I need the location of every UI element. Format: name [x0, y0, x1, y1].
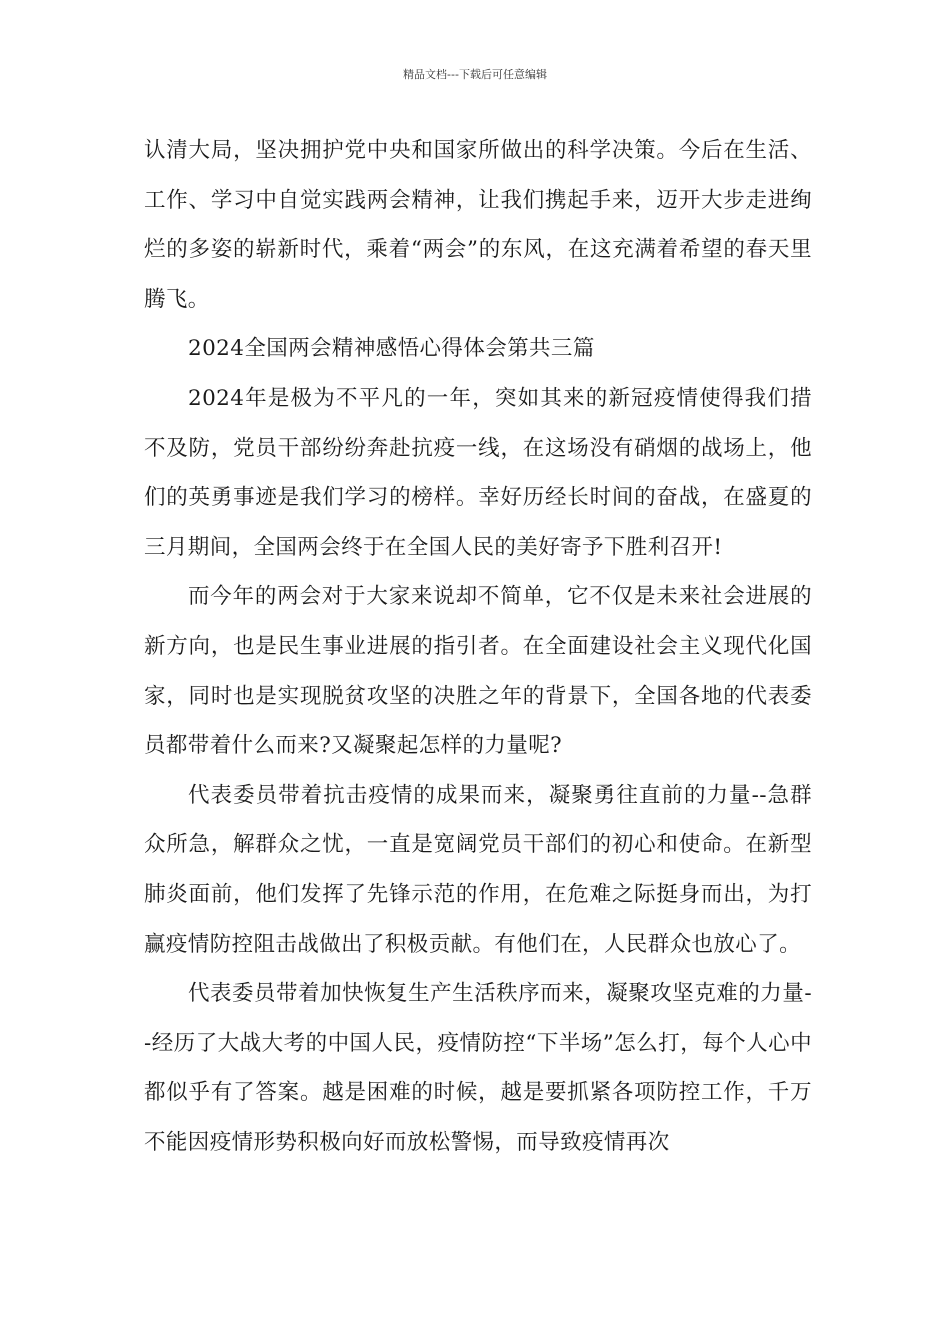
- section-title: 2024全国两会精神感悟心得体会第共三篇: [188, 336, 595, 362]
- document-body: [144, 126, 812, 1167]
- paragraph: 代表委员带着加快恢复生产生活秩序而来，凝聚攻坚克难的力量--经历了大战大考的中国人民，疫情防控“下半场”怎么打，每个人心中都似乎有了答案。越是困难的时候，越是要抓紧各项防控工作，千万不能因疫情形势积极向好而放松警惕，而导致疫情再次: [144, 981, 812, 1155]
- paragraph-continuation: 认清大局，坚决拥护党中央和国家所做出的科学决策。今后在生活、工作、学习中自觉实践两会精神，让我们携起手来，迈开大步走进绚烂的多姿的崭新时代，乘着“两会”的东风，在这充满着希望的春天里腾飞。: [144, 138, 812, 312]
- paragraph: 代表委员带着抗击疫情的成果而来，凝聚勇往直前的力量--急群众所急，解群众之忧，一直是宽阔党员干部们的初心和使命。在新型肺炎面前，他们发挥了先锋示范的作用，在危难之际挺身而出，为打赢疫情防控阻击战做出了积极贡献。有他们在，人民群众也放心了。: [144, 782, 812, 957]
- page-header: 精品文档---下载后可任意编辑: [403, 68, 547, 81]
- paragraph: 而今年的两会对于大家来说却不简单，它不仅是未来社会进展的新方向，也是民生事业进展的指引者。在全面建设社会主义现代化国家，同时也是实现脱贫攻坚的决胜之年的背景下，全国各地的代表委员都带着什么而来?又凝聚起怎样的力量呢?: [144, 584, 812, 759]
- paragraph: 2024年是极为不平凡的一年，突如其来的新冠疫情使得我们措不及防，党员干部纷纷奔赴抗疫一线，在这场没有硝烟的战场上，他们的英勇事迹是我们学习的榜样。幸好历经长时间的奋战，在盛夏的三月期间，全国两会终于在全国人民的美好寄予下胜利召开!: [144, 385, 812, 560]
